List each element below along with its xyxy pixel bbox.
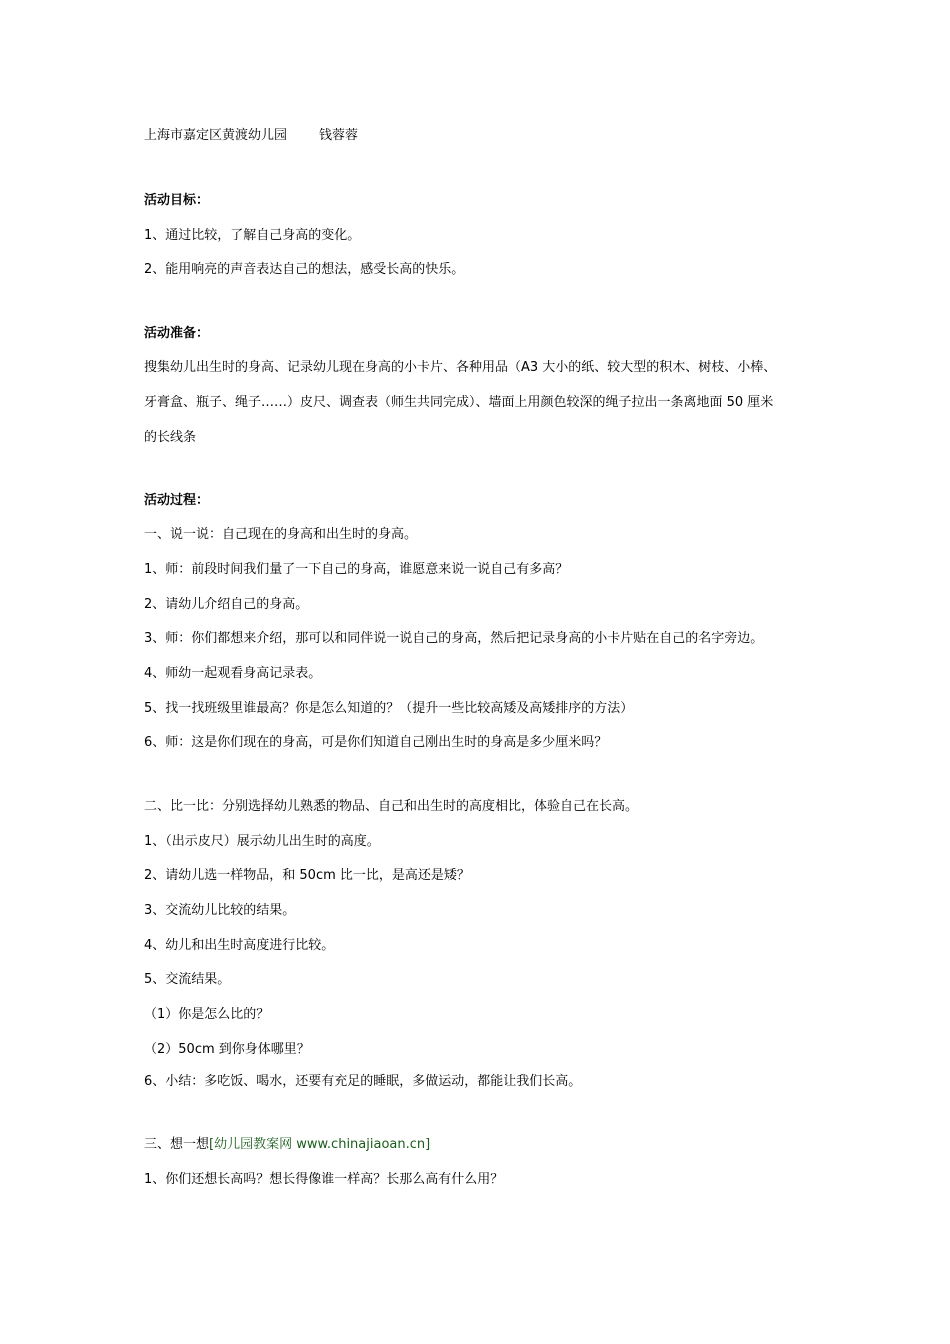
part3-item: 1、你们还想长高吗？想长得像谁一样高？长那么高有什么用？	[144, 1172, 504, 1187]
part2-item: 3、交流幼儿比较的结果。	[144, 903, 296, 918]
process-heading: 活动过程：	[144, 493, 210, 508]
part2-title: 二、比一比：分别选择幼儿熟悉的物品、自己和出生时的高度相比，体验自己在长高。	[144, 799, 639, 814]
part2-subitem: （1）你是怎么比的？	[144, 1007, 270, 1022]
author-name: 钱蓉蓉	[319, 128, 359, 143]
goal-item: 2、能用响亮的声音表达自己的想法，感受长高的快乐。	[144, 262, 465, 277]
part1-item: 4、师幼一起观看身高记录表。	[144, 666, 322, 681]
part2-item: 5、交流结果。	[144, 972, 231, 987]
part2-item: 6、小结：多吃饭、喝水，还要有充足的睡眠，多做运动，都能让我们长高。	[144, 1074, 582, 1089]
preparation-heading: 活动准备：	[144, 326, 210, 341]
part1-item: 3、师：你们都想来介绍，那可以和同伴说一说自己的身高，然后把记录身高的小卡片贴在自己的名字旁边。	[144, 631, 764, 646]
part2-item: 1、（出示皮尺）展示幼儿出生时的高度。	[144, 834, 380, 849]
goals-heading: 活动目标：	[144, 193, 210, 208]
preparation-line: 搜集幼儿出生时的身高、记录幼儿现在身高的小卡片、各种用品（A3 大小的纸、较大型的积木、树枝、小棒、	[144, 360, 777, 375]
part1-item: 1、师：前段时间我们量了一下自己的身高，谁愿意来说一说自己有多高？	[144, 562, 569, 577]
part3-title-text: 三、想一想	[144, 1137, 210, 1152]
part3-title	[144, 1137, 430, 1153]
preparation-line: 牙膏盒、瓶子、绳子……）皮尺、调查表（师生共同完成）、墙面上用颜色较深的绳子拉出一条离地面 50 厘米	[144, 395, 774, 410]
preparation-line: 的长线条	[144, 430, 197, 445]
part1-item: 6、师：这是你们现在的身高，可是你们知道自己刚出生时的身高是多少厘米吗？	[144, 735, 608, 750]
header-line	[144, 128, 358, 144]
part1-title: 一、说一说：自己现在的身高和出生时的身高。	[144, 527, 418, 542]
part1-item: 5、找一找班级里谁最高？你是怎么知道的？（提升一些比较高矮及高矮排序的方法）	[144, 701, 634, 716]
part2-subitem: （2）50cm 到你身体哪里？	[144, 1042, 310, 1057]
part1-item: 2、请幼儿介绍自己的身高。	[144, 597, 309, 612]
part2-item: 4、幼儿和出生时高度进行比较。	[144, 938, 335, 953]
part2-item: 2、请幼儿选一样物品，和 50cm 比一比，是高还是矮？	[144, 868, 470, 883]
goal-item: 1、通过比较，了解自己身高的变化。	[144, 228, 361, 243]
website-link[interactable]: [幼儿园教案网 www.chinajiaoan.cn]	[209, 1137, 431, 1152]
school-name: 上海市嘉定区黄渡幼儿园	[144, 128, 288, 143]
